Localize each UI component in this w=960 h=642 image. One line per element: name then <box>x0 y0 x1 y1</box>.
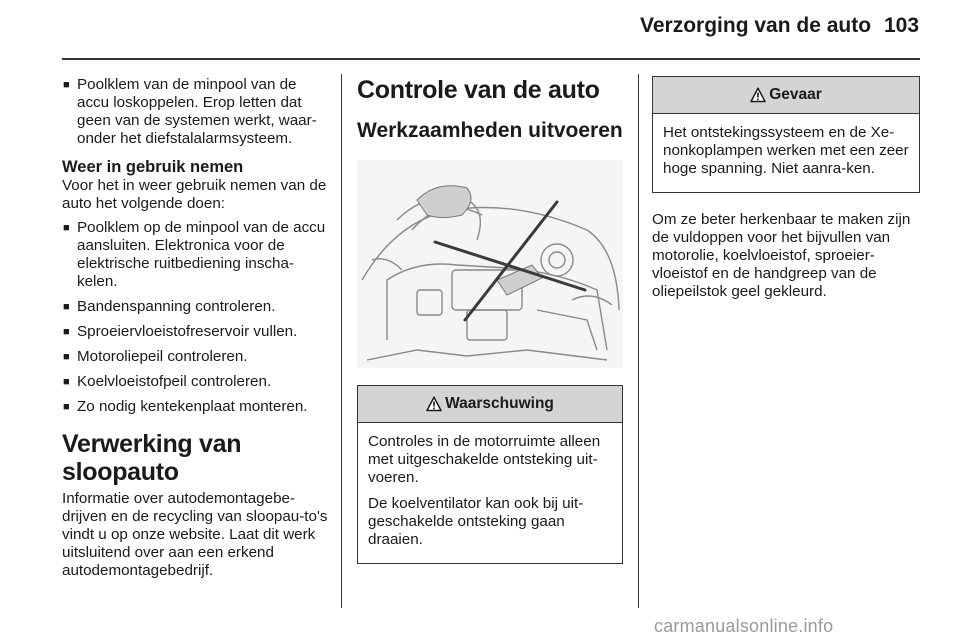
running-header-title: Verzorging van de auto <box>640 14 872 37</box>
bullet-icon: ■ <box>63 401 70 413</box>
danger-box-title: Gevaar <box>769 86 822 103</box>
warning-box-title: Waarschuwing <box>445 395 554 412</box>
intro-text: Voor het in weer gebruik nemen van de auto het volgende doen: <box>62 177 327 212</box>
list-item: ■ Poolklem van de minpool van de accu loskoppelen. Erop letten dat geen van de systemen werkt, waar-onder het diefstalalarmsysteem. <box>63 76 317 147</box>
danger-box <box>652 76 920 193</box>
bullet-icon: ■ <box>63 301 70 313</box>
list-item: ■ Koelvloeistofpeil controleren. <box>63 373 272 390</box>
danger-box-header <box>653 77 919 114</box>
section-heading: Controle van de auto <box>357 76 600 104</box>
engine-bay-crossed-out-illustration <box>357 160 623 368</box>
list-item: ■ Sproeiervloeistofreservoir vullen. <box>63 323 298 340</box>
list-item: ■ Motoroliepeil controleren. <box>63 348 248 365</box>
warning-triangle-icon <box>426 396 442 412</box>
body-paragraph: Om ze beter herkenbaar te maken zijn de vuldoppen voor het bijvullen van motorolie, koelvloeistof, sproeier-vloeistof en de handgreep van de oliepeilstok geel gekleurd. <box>652 211 911 300</box>
danger-text: Het ontstekingssysteem en de Xe-nonkoplampen werken met een zeer hoge spanning. Niet aanra-ken. <box>663 124 909 177</box>
column-middle <box>357 76 623 564</box>
warning-triangle-icon <box>750 87 766 103</box>
page-number: 103 <box>884 14 920 37</box>
list-item: ■ Poolklem op de minpool van de accu aansluiten. Elektronica voor de elektrische ruitbediening inscha-kelen. <box>63 219 326 290</box>
column-right <box>652 76 920 309</box>
bullet-icon: ■ <box>63 79 70 91</box>
warning-text: De koelventilator kan ook bij uit-geschakelde ontsteking gaan draaien. <box>368 495 584 548</box>
section-heading: Verwerking van sloopauto <box>62 430 242 486</box>
list-item: ■ Bandenspanning controleren. <box>63 298 276 315</box>
column-divider <box>638 74 639 608</box>
watermark: carmanualsonline.info <box>654 616 834 636</box>
header-rule <box>62 58 920 60</box>
section-subheading: Weer in gebruik nemen <box>62 158 244 176</box>
bullet-icon: ■ <box>63 351 70 363</box>
bullet-icon: ■ <box>63 376 70 388</box>
bullet-icon: ■ <box>63 222 70 234</box>
list-item: ■ Zo nodig kentekenplaat monteren. <box>63 398 308 415</box>
section-subheading: Werkzaamheden uitvoeren <box>357 119 623 142</box>
bullet-icon: ■ <box>63 326 70 338</box>
warning-box-header <box>358 386 622 423</box>
danger-box-body <box>653 114 919 192</box>
column-divider <box>341 74 342 608</box>
warning-text: Controles in de motorruimte alleen met uitgeschakelde ontsteking uit-voeren. <box>368 433 601 486</box>
warning-box-body <box>358 423 622 563</box>
column-left <box>62 76 330 588</box>
warning-box <box>357 385 623 564</box>
checklist <box>62 219 330 416</box>
body-paragraph: Informatie over autodemontagebe-drijven en de recycling van sloopau-to's vindt u op onze website. Laat dit werk uitsluitend over aan een erkend autodemontagebedrijf. <box>62 490 328 579</box>
